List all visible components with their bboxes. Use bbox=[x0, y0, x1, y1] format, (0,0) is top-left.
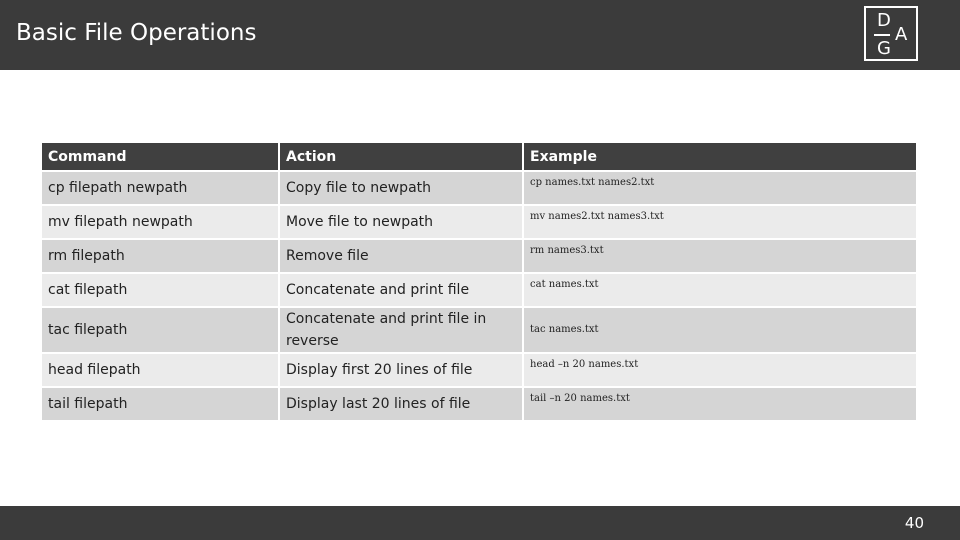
slide-title: Basic File Operations bbox=[16, 20, 257, 46]
example-cell: cat names.txt bbox=[524, 274, 918, 308]
example-cell: tac names.txt bbox=[524, 308, 918, 354]
command-cell: tail filepath bbox=[42, 388, 280, 422]
table-row bbox=[42, 206, 918, 240]
table-row bbox=[42, 240, 918, 274]
example-cell: mv names2.txt names3.txt bbox=[524, 206, 918, 240]
table-row bbox=[42, 354, 918, 388]
table-header-row bbox=[42, 143, 918, 172]
action-cell: Copy file to newpath bbox=[280, 172, 524, 206]
action-cell: Remove file bbox=[280, 240, 524, 274]
page-number: 40 bbox=[904, 514, 924, 532]
logo-letter-a: A bbox=[895, 24, 908, 45]
logo-letter-g: G bbox=[877, 38, 891, 59]
action-cell: Concatenate and print file bbox=[280, 274, 524, 308]
action-cell: Display first 20 lines of file bbox=[280, 354, 524, 388]
dag-logo bbox=[864, 6, 918, 61]
column-header-action: Action bbox=[280, 143, 524, 172]
table-row bbox=[42, 388, 918, 422]
table-row bbox=[42, 274, 918, 308]
logo-letter-d: D bbox=[877, 10, 891, 31]
command-cell: cat filepath bbox=[42, 274, 280, 308]
action-cell: Display last 20 lines of file bbox=[280, 388, 524, 422]
table-row bbox=[42, 308, 918, 354]
action-cell: Concatenate and print file in reverse bbox=[280, 308, 524, 354]
slide-header bbox=[0, 0, 960, 70]
column-header-command: Command bbox=[42, 143, 280, 172]
command-cell: tac filepath bbox=[42, 308, 280, 354]
logo-dash bbox=[874, 34, 890, 36]
table-row bbox=[42, 172, 918, 206]
command-cell: cp filepath newpath bbox=[42, 172, 280, 206]
column-header-example: Example bbox=[524, 143, 918, 172]
example-cell: head –n 20 names.txt bbox=[524, 354, 918, 388]
example-cell: tail –n 20 names.txt bbox=[524, 388, 918, 422]
command-cell: head filepath bbox=[42, 354, 280, 388]
example-cell: cp names.txt names2.txt bbox=[524, 172, 918, 206]
example-cell: rm names3.txt bbox=[524, 240, 918, 274]
slide-footer bbox=[0, 506, 960, 540]
command-cell: mv filepath newpath bbox=[42, 206, 280, 240]
command-cell: rm filepath bbox=[42, 240, 280, 274]
file-operations-table bbox=[42, 143, 918, 422]
action-cell: Move file to newpath bbox=[280, 206, 524, 240]
